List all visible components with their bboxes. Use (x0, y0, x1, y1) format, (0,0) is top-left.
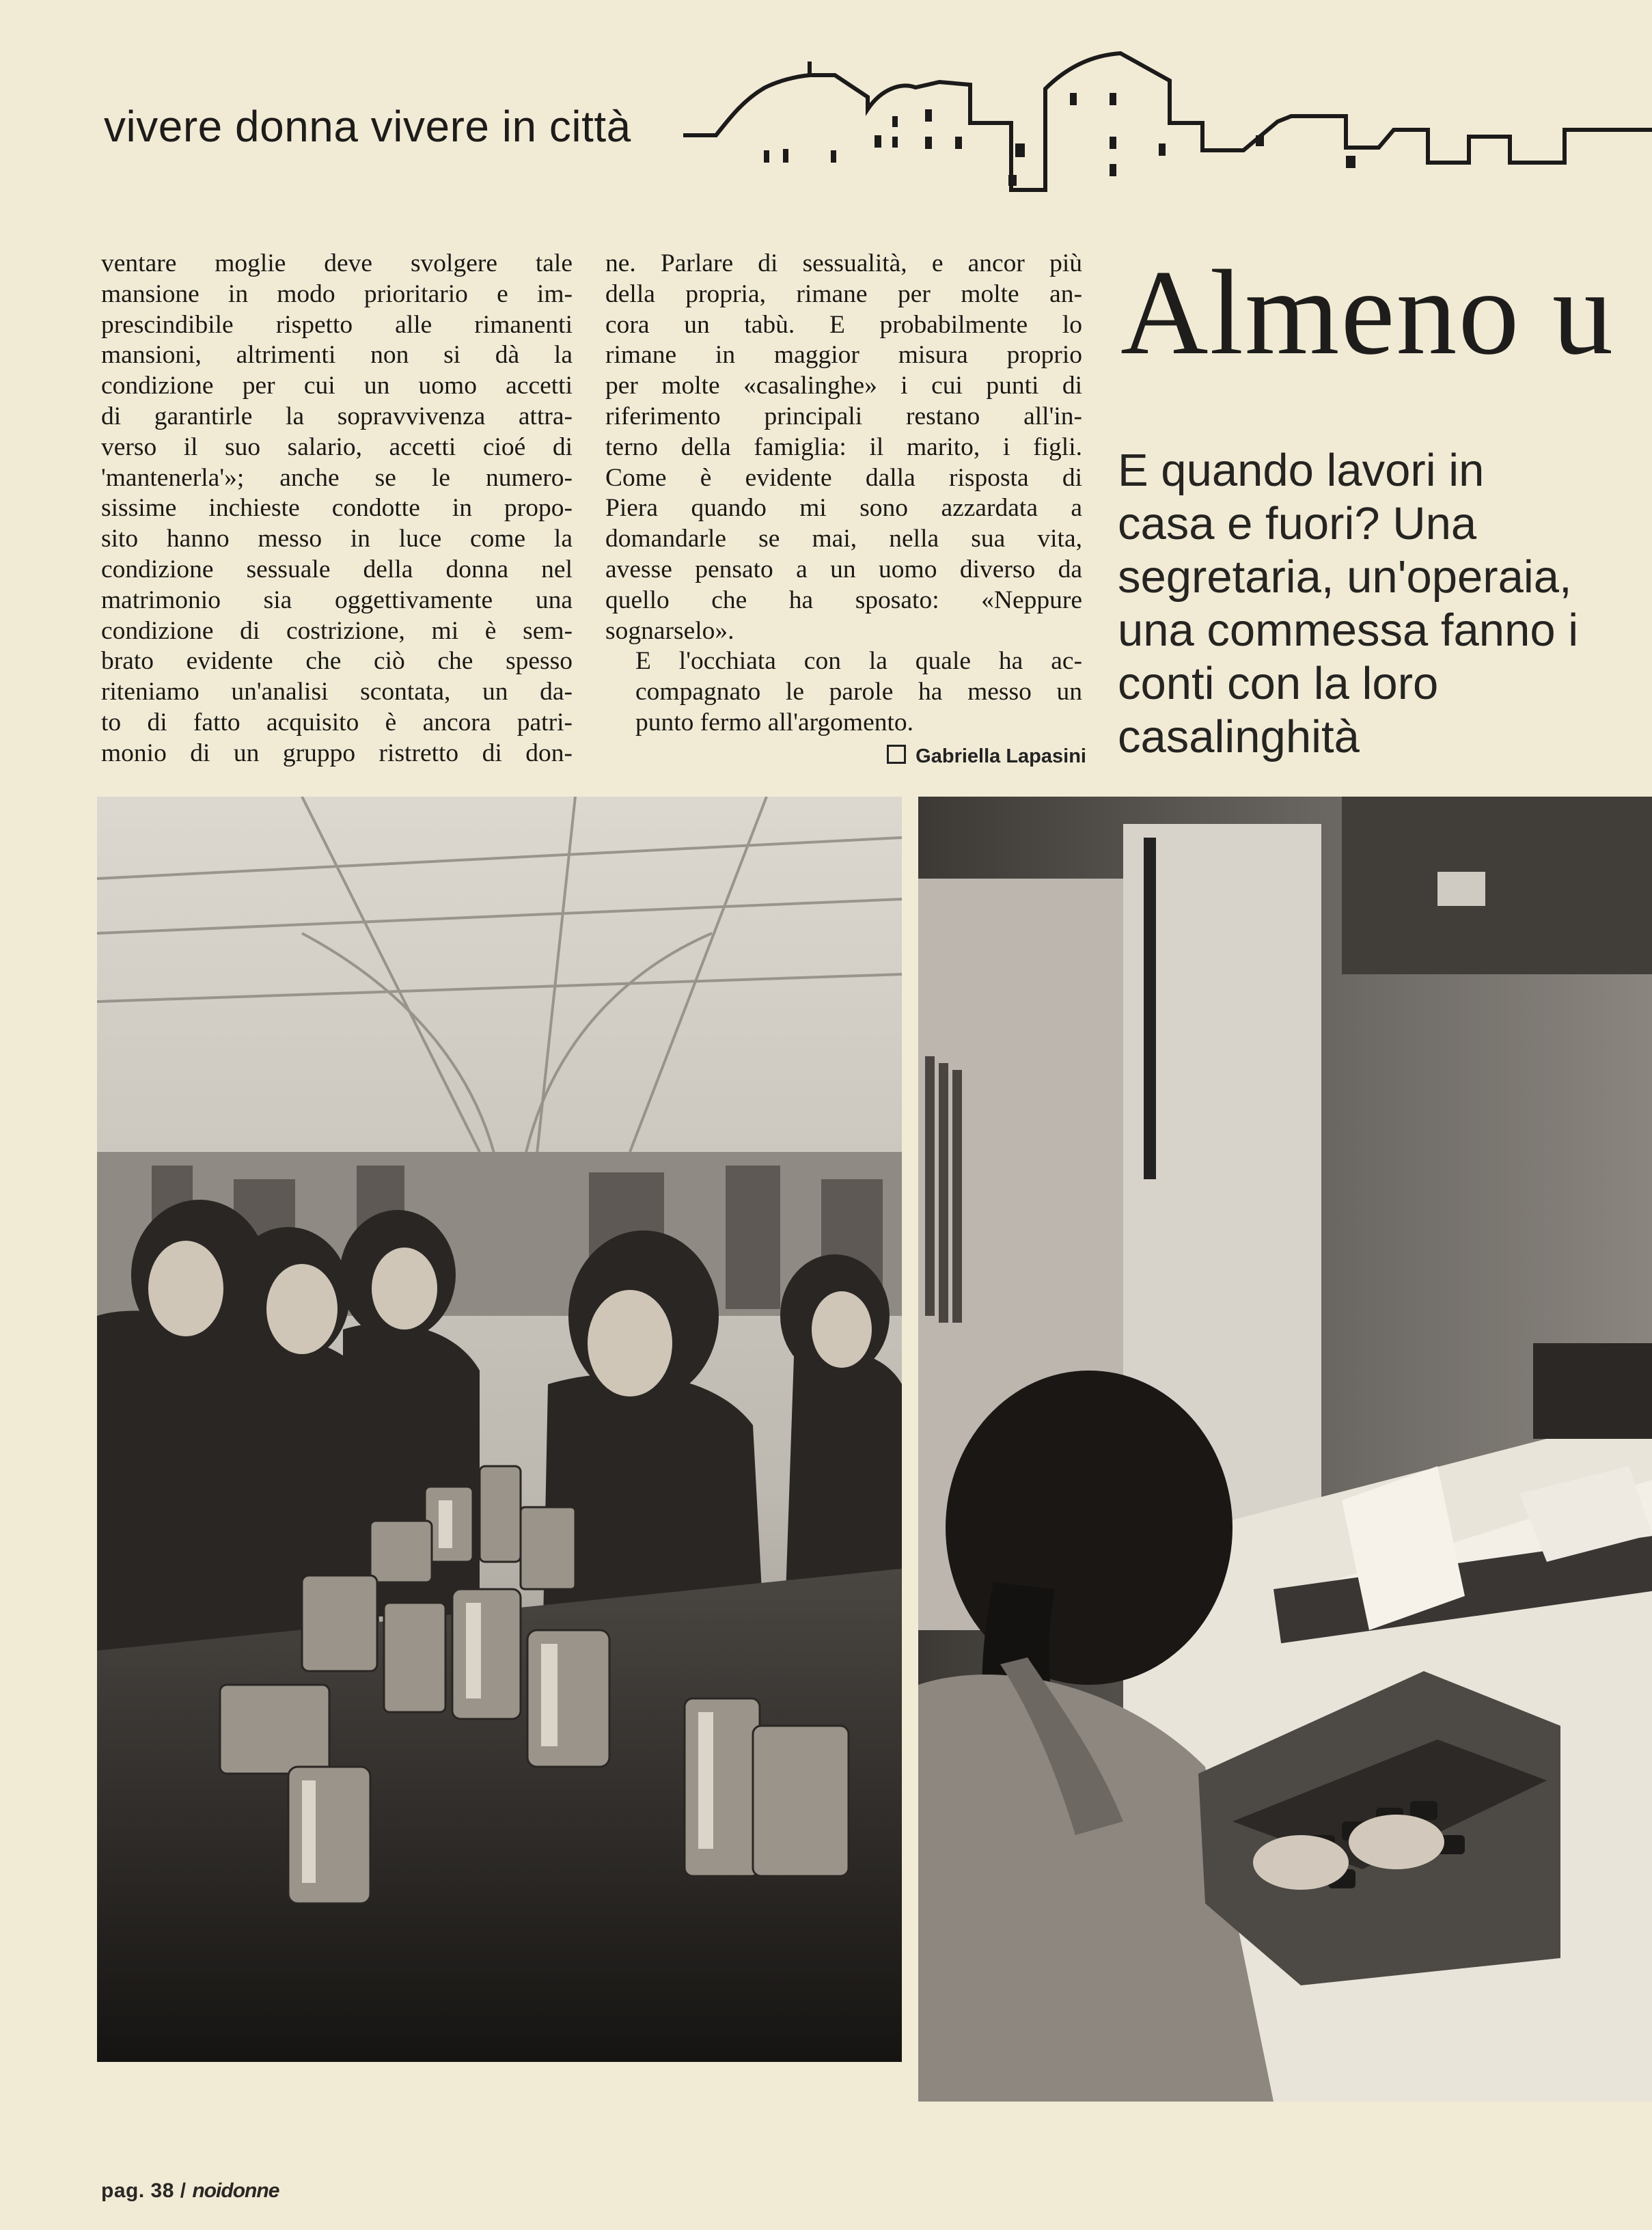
text-line: 'mantenerla'»; anche se le numero- (101, 463, 573, 492)
text-line: Come è evidente dalla risposta di (605, 463, 1082, 492)
text-line: ne. Parlare di sessualità, e ancor più (605, 249, 1082, 277)
text-line: cora un tabù. E probabilmente lo (605, 310, 1082, 339)
text-line: quello che ha sposato: «Neppure (605, 586, 1082, 614)
text-line: per molte «casalinghe» i cui punti di (605, 372, 1082, 400)
text-line: condizione per cui un uomo accetti (101, 372, 573, 400)
folio-separator: / (180, 2179, 187, 2202)
text-line: avesse pensato a un uomo diverso da (605, 555, 1082, 583)
text-line: Piera quando mi sono azzardata a (605, 494, 1082, 523)
article-column-2 (605, 249, 1082, 739)
skyline-windows (764, 93, 1355, 186)
text-line: domandarle se mai, nella sua vita, (605, 525, 1082, 553)
skyline-illustration (656, 34, 1652, 205)
text-line: sognarselo». (605, 616, 734, 645)
text-line: brato evidente che ciò che spesso (101, 647, 573, 676)
text-line: to di fatto acquisito è ancora patri- (101, 708, 573, 737)
photo-cosmetics-counter (97, 797, 902, 2062)
article-column-1 (101, 249, 573, 769)
text-line: riteniamo un'analisi scontata, un da- (101, 678, 573, 706)
text-line: sito hanno messo in luce come la (101, 525, 573, 553)
text-line: condizione di costrizione, mi è sem- (101, 616, 573, 645)
text-line: mansione in modo prioritario e im- (101, 279, 573, 308)
text-line: condizione sessuale della donna nel (101, 555, 573, 583)
text-line: ventare moglie deve svolgere tale (101, 249, 573, 277)
text-line: sissime inchieste condotte in propo- (101, 494, 573, 523)
headline: Almeno u (1120, 245, 1614, 380)
byline-author: Gabriella Lapasini (916, 745, 1086, 767)
text-line: di garantirle la sopravvivenza attra- (101, 402, 573, 430)
text-line: della propria, rimane per molte an- (605, 279, 1082, 308)
column-1-paragraph (101, 249, 573, 769)
deck-line: una commessa fanno i (1118, 605, 1579, 656)
page-number: pag. 38 (101, 2179, 174, 2202)
deck-line: casalinghità (1118, 711, 1360, 762)
deck (1118, 444, 1637, 764)
text-line: verso il suo salario, accetti cioé di (101, 432, 573, 461)
text-line: E l'occhiata con la quale ha ac- (635, 647, 1082, 676)
end-mark-icon (887, 745, 906, 764)
deck-line: casa e fuori? Una (1118, 498, 1477, 549)
text-line: rimane in maggior misura proprio (605, 341, 1082, 370)
text-line: compagnato le parole ha messo un (635, 678, 1082, 706)
deck-line: conti con la loro (1118, 658, 1439, 709)
magazine-name: noidonne (192, 2179, 279, 2202)
photo-typist-office (918, 797, 1652, 2102)
text-line: riferimento principali restano all'in- (605, 402, 1082, 430)
text-line: prescindibile rispetto alle rimanenti (101, 310, 573, 339)
text-line: punto fermo all'argomento. (635, 708, 914, 737)
page-folio (101, 2179, 279, 2203)
byline (840, 745, 1086, 768)
text-line: mansioni, altrimenti non si dà la (101, 341, 573, 370)
column-2-paragraph-2 (605, 646, 1082, 738)
text-line: monio di un gruppo ristretto di don- (101, 739, 573, 767)
section-title: vivere donna vivere in città (104, 102, 631, 151)
deck-line: segretaria, un'operaia, (1118, 551, 1572, 603)
text-line: matrimonio sia oggettivamente una (101, 586, 573, 614)
column-2-paragraph-1 (605, 249, 1082, 646)
text-line: terno della famiglia: il marito, i figli. (605, 432, 1082, 461)
deck-line: E quando lavori in (1118, 445, 1485, 496)
